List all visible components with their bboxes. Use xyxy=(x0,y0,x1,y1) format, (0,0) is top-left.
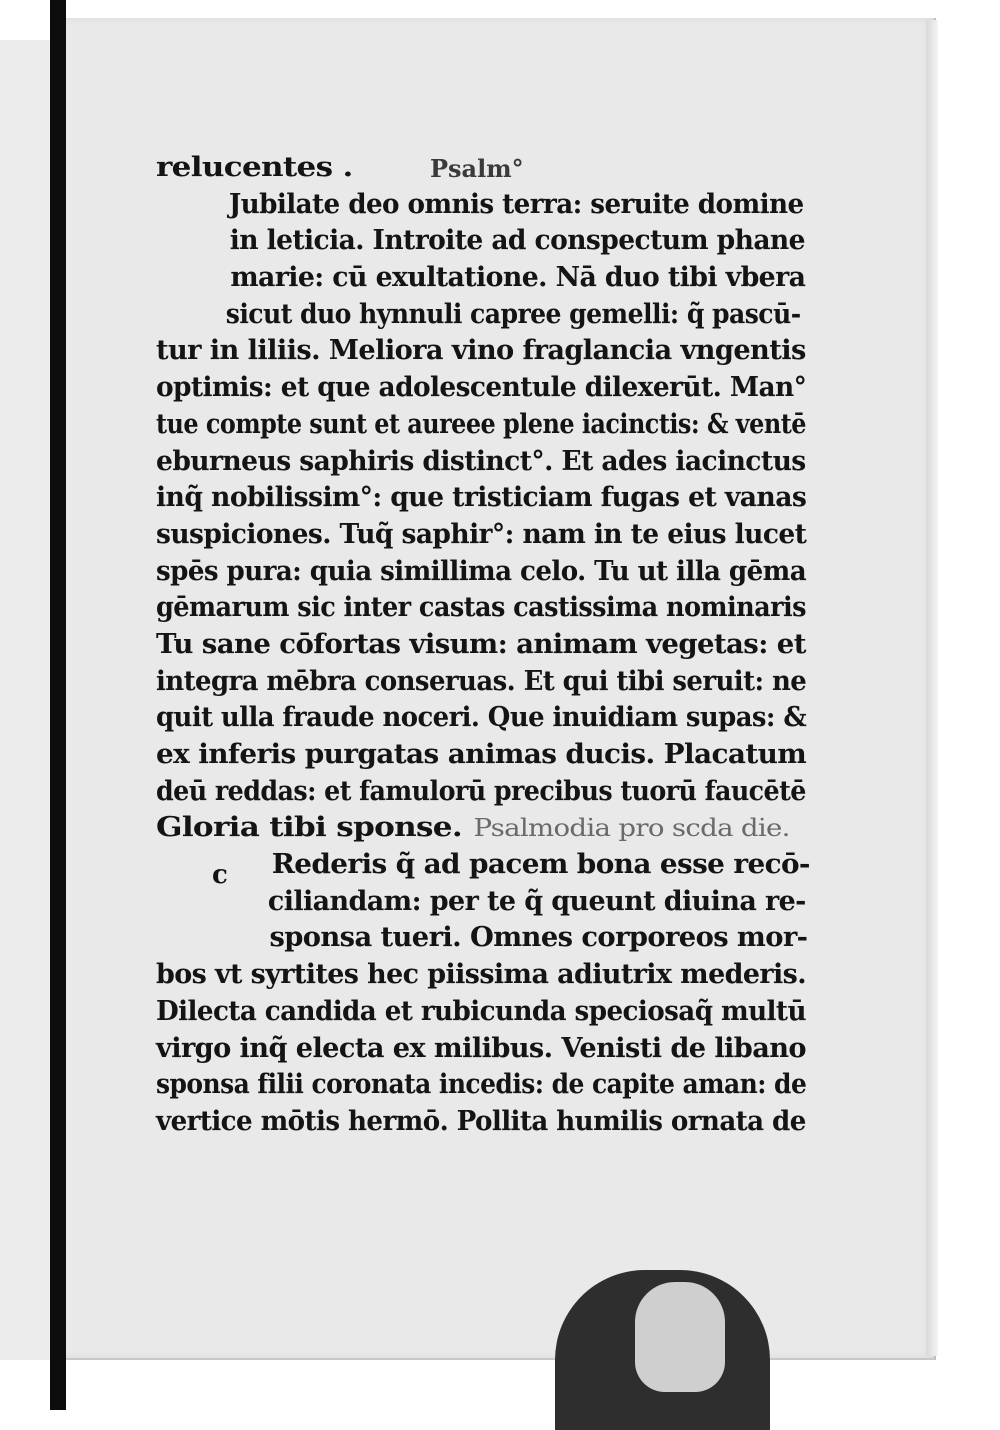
text-line: Dilecta candida et rubicunda speciosaq̃ multū xyxy=(156,995,806,1027)
text-line: ex inferis purgatas animas ducis. Placatum xyxy=(156,739,807,770)
text-line: suspiciones. Tuq̃ saphir°: nam in te eius lucet xyxy=(156,518,807,550)
text-block xyxy=(156,150,810,1141)
rubric: Psalmodia pro scda die. xyxy=(473,814,790,843)
text-line: optimis: et que adolescentule dilexerūt. Man° xyxy=(156,372,807,404)
text-line: ciliandam: per te q̃ queunt diuina re- xyxy=(267,885,806,917)
page-fore-edge xyxy=(926,20,938,1356)
text-line: Jubilate deo omnis terra: seruite domine xyxy=(228,188,804,220)
text-line: Rederis q̃ ad pacem bona esse recō- xyxy=(271,849,810,881)
text-line: vertice mōtis hermō. Pollita humilis ornata de xyxy=(156,1105,806,1137)
text-line: sponsa filii coronata incedis: de capite aman: de xyxy=(156,1069,807,1101)
running-heading: Psalm° xyxy=(430,154,524,183)
text-line: gēmarum sic inter castas castissima nominaris xyxy=(156,592,806,624)
thumbnail-nail-image xyxy=(635,1282,725,1392)
guide-letter: c xyxy=(212,860,228,890)
text-line: sicut duo hynnuli capree gemelli: q̃ pascū- xyxy=(225,298,801,330)
text-line: Tu sane cōfortas visum: animam vegetas: et xyxy=(156,628,806,660)
book-gutter xyxy=(50,0,66,1410)
text-line: virgo inq̃ electa ex milibus. Venisti de libano xyxy=(156,1032,806,1064)
text-line: eburneus saphiris distinct°. Et ades iacinctus xyxy=(156,445,806,477)
text-line: Gloria tibi sponse. Psalmodia pro scda die. xyxy=(156,812,790,844)
text-line: spēs pura: quia simillima celo. Tu ut illa gēma xyxy=(156,555,807,587)
text-line: marie: cū exultatione. Nā duo tibi vbera xyxy=(230,262,806,294)
text-line: deū reddas: et famulorū precibus tuorū faucētē xyxy=(156,775,806,807)
text-line: bos vt syrtites hec piissima adiutrix mederis. xyxy=(156,959,807,991)
text-line: tur in liliis. Meliora vino fraglancia vngentis xyxy=(156,335,806,367)
text-line: integra mēbra conseruas. Et qui tibi seruit: ne xyxy=(156,665,807,697)
text-line: relucentes . xyxy=(156,152,353,183)
left-page-edge xyxy=(0,40,54,1360)
text-line: inq̃ nobilissim°: que tristiciam fugas et vanas xyxy=(156,482,807,514)
text-line: tue compte sunt et aureee plene iacinctis: & ventē xyxy=(156,408,806,440)
text-line: quit ulla fraude noceri. Que inuidiam supas: & xyxy=(156,702,807,734)
text-line: sponsa tueri. Omnes corporeos mor- xyxy=(269,922,808,954)
text-line: in leticia. Introite ad conspectum phane xyxy=(229,225,805,257)
